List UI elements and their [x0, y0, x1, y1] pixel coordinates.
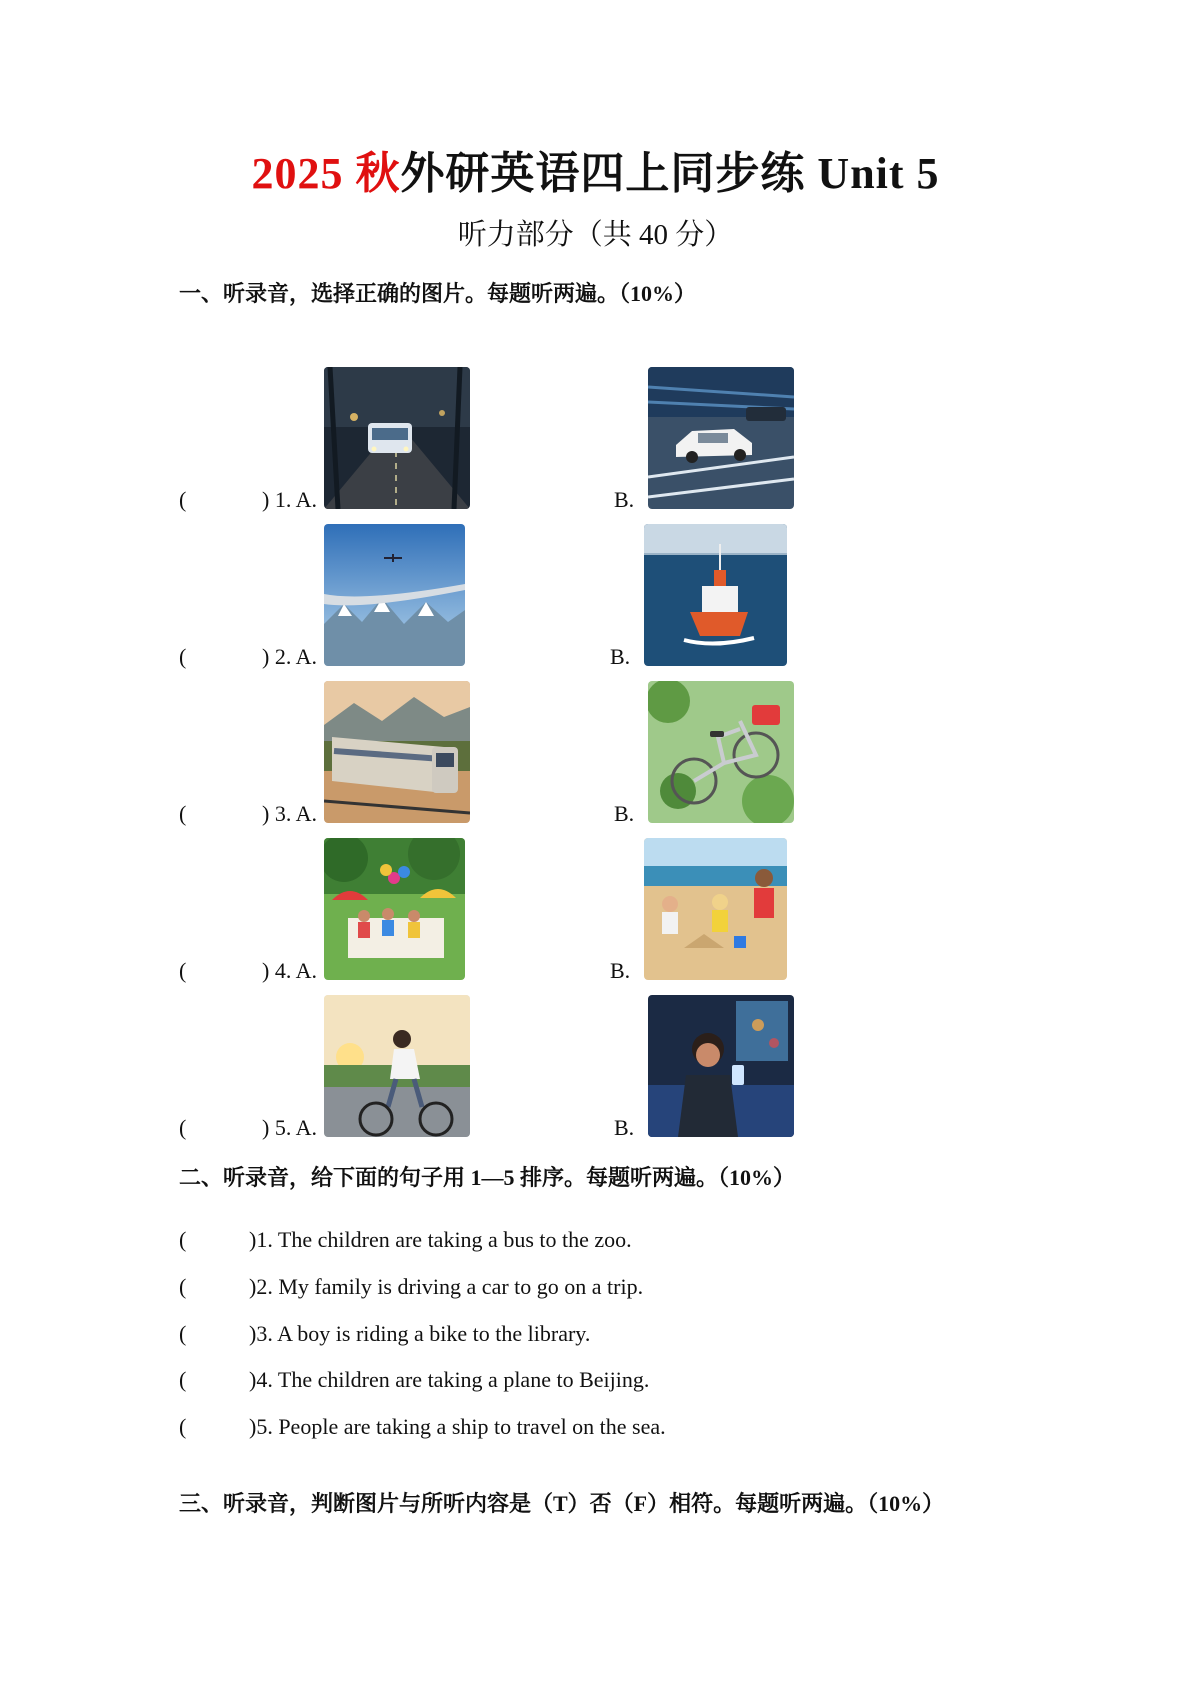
- answer-blank[interactable]: (: [179, 1367, 187, 1392]
- plane-over-mountains-image: [324, 524, 465, 666]
- question-row-5: [0, 995, 1191, 1141]
- open-paren: (: [179, 1115, 187, 1140]
- answer-blank[interactable]: [179, 489, 259, 511]
- question-row-1: [0, 367, 1191, 513]
- sentence-1: ( )1. The children are taking a bus to the zoo.: [179, 1227, 632, 1252]
- open-paren: (: [179, 644, 187, 669]
- question-row-3: [0, 681, 1191, 827]
- answer-blank[interactable]: [179, 960, 259, 982]
- title-year-season: 2025 秋: [251, 149, 401, 198]
- section-3-heading: 三、听录音，判断图片与所听内容是（T）否（F）相符。每题听两遍。（10%）: [179, 1491, 945, 1516]
- option-b-label: B.: [614, 1115, 635, 1140]
- answer-blank[interactable]: [179, 803, 259, 825]
- question-number-label: ) 3. A.: [262, 801, 317, 826]
- sentence-3: ( )3. A boy is riding a bike to the library.: [179, 1321, 591, 1346]
- page-title: [0, 149, 1191, 198]
- section-2-heading: 二、听录音，给下面的句子用 1—5 排序。每题听两遍。（10%）: [179, 1165, 796, 1190]
- option-b-label: B.: [614, 487, 635, 512]
- question-number-label: ) 1. A.: [262, 487, 317, 512]
- option-b-label: B.: [610, 644, 631, 669]
- section-1-heading: 一、听录音，选择正确的图片。每题听两遍。（10%）: [179, 281, 697, 306]
- open-paren: (: [179, 487, 187, 512]
- listening-part-subtitle: 听力部分（共 40 分）: [457, 219, 734, 251]
- bus-at-night-image: [324, 367, 470, 509]
- sentence-5: ( )5. People are taking a ship to travel on the sea.: [179, 1414, 666, 1439]
- answer-blank[interactable]: (: [179, 1414, 187, 1439]
- answer-blank[interactable]: (: [179, 1274, 187, 1299]
- ship-on-sea-image: [644, 524, 787, 666]
- option-b-label: B.: [614, 801, 635, 826]
- question-number-label: ) 4. A.: [262, 958, 317, 983]
- option-b-label: B.: [610, 958, 631, 983]
- picnic-in-park-image: [324, 838, 465, 980]
- sentence-2: ( )2. My family is driving a car to go on a trip.: [179, 1274, 644, 1299]
- boy-on-bus-with-phone-image: [648, 995, 794, 1137]
- car-on-road-image: [648, 367, 794, 509]
- bike-image: [648, 681, 794, 823]
- open-paren: (: [179, 958, 187, 983]
- question-row-2: [0, 524, 1191, 670]
- title-main: 外研英语四上同步练 Unit 5: [400, 149, 940, 198]
- question-row-4: [0, 838, 1191, 984]
- answer-blank[interactable]: (: [179, 1227, 187, 1252]
- answer-blank[interactable]: (: [179, 1321, 187, 1346]
- answer-blank[interactable]: [179, 646, 259, 668]
- boy-riding-bike-image: [324, 995, 470, 1137]
- open-paren: (: [179, 801, 187, 826]
- question-number-label: ) 2. A.: [262, 644, 317, 669]
- sentence-4: ( )4. The children are taking a plane to Beijing.: [179, 1367, 650, 1392]
- answer-blank[interactable]: [179, 1117, 259, 1139]
- question-number-label: ) 5. A.: [262, 1115, 317, 1140]
- train-image: [324, 681, 470, 823]
- children-at-beach-image: [644, 838, 787, 980]
